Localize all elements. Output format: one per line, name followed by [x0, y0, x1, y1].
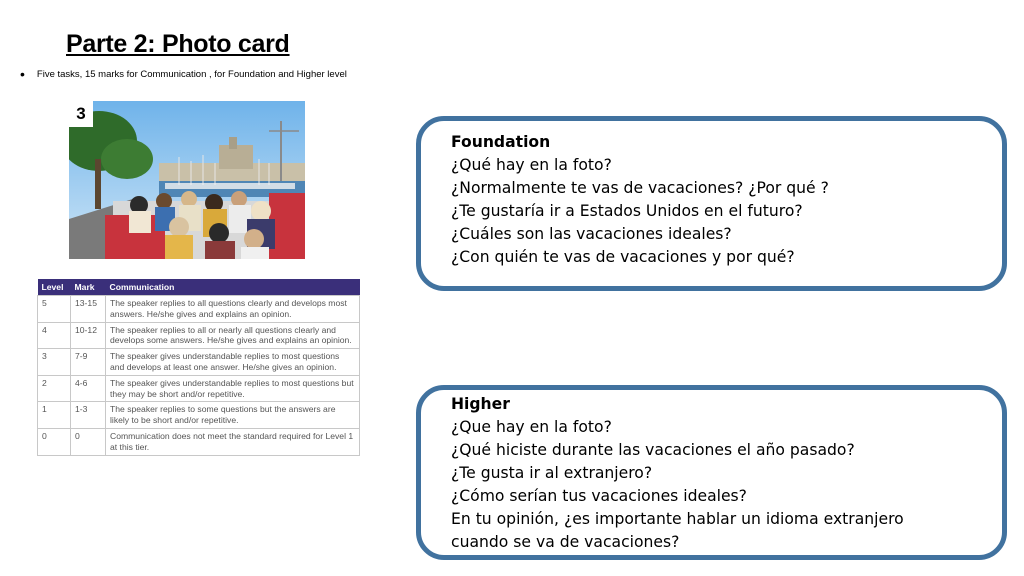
- question-item: ¿Que hay en la foto?: [451, 418, 612, 436]
- mark-cell: 13-15: [71, 296, 106, 323]
- table-row: [38, 428, 360, 455]
- communication-cell: The speaker replies to all or nearly all questions clearly and develops some answers. He/she gives and explains an opinion.: [106, 322, 360, 349]
- question-item: ¿Cuáles son las vacaciones ideales?: [451, 225, 732, 243]
- question-item: cuando se va de vacaciones?: [451, 533, 680, 551]
- mark-cell: 10-12: [71, 322, 106, 349]
- level-cell: 3: [38, 349, 71, 376]
- mark-cell: 0: [71, 428, 106, 455]
- question-item: ¿Te gustaría ir a Estados Unidos en el futuro?: [451, 202, 803, 220]
- header-level: Level: [38, 279, 71, 296]
- task-description-text: Five tasks, 15 marks for Communication , for Foundation and Higher level: [36, 68, 347, 80]
- level-cell: 5: [38, 296, 71, 323]
- question-item: ¿Qué hay en la foto?: [451, 156, 612, 174]
- communication-cell: The speaker replies to all questions clearly and develops most answers. He/she gives and explains an opinion.: [106, 296, 360, 323]
- level-cell: 4: [38, 322, 71, 349]
- question-item: ¿Cómo serían tus vacaciones ideales?: [451, 487, 747, 505]
- foundation-heading: Foundation: [451, 133, 551, 151]
- question-item: ¿Normalmente te vas de vacaciones? ¿Por qué ?: [451, 179, 829, 197]
- mark-scheme-table: [37, 279, 360, 456]
- foundation-questions-box: [416, 116, 1007, 291]
- level-cell: 2: [38, 375, 71, 402]
- question-item: En tu opinión, ¿es importante hablar un idioma extranjero: [451, 510, 904, 528]
- mark-cell: 4-6: [71, 375, 106, 402]
- mark-cell: 7-9: [71, 349, 106, 376]
- level-cell: 0: [38, 428, 71, 455]
- header-communication: Communication: [106, 279, 360, 296]
- table-header-row: [38, 279, 360, 296]
- table-row: [38, 375, 360, 402]
- communication-cell: The speaker gives understandable replies to most questions but they may be short and/or repetitive.: [106, 375, 360, 402]
- table-row: [38, 349, 360, 376]
- table-row: [38, 402, 360, 429]
- mark-cell: 1-3: [71, 402, 106, 429]
- higher-heading: Higher: [451, 395, 510, 413]
- photo-illustration: [69, 101, 305, 259]
- communication-cell: Communication does not meet the standard required for Level 1 at this tier.: [106, 428, 360, 455]
- header-mark: Mark: [71, 279, 106, 296]
- task-description: [20, 66, 347, 82]
- table-row: [38, 296, 360, 323]
- higher-questions-box: [416, 385, 1007, 560]
- question-item: ¿Te gusta ir al extranjero?: [451, 464, 653, 482]
- slide-title: Parte 2: Photo card: [66, 30, 290, 58]
- tourist-bus-photo: [69, 101, 305, 259]
- photo-card-number: 3: [69, 101, 93, 127]
- question-item: ¿Con quién te vas de vacaciones y por qué?: [451, 248, 795, 266]
- level-cell: 1: [38, 402, 71, 429]
- table-row: [38, 322, 360, 349]
- bullet-icon: •: [20, 66, 25, 82]
- question-item: ¿Qué hiciste durante las vacaciones el año pasado?: [451, 441, 855, 459]
- communication-cell: The speaker gives understandable replies to most questions and develops at least one answer. He/she gives an opinion.: [106, 349, 360, 376]
- communication-cell: The speaker replies to some questions but the answers are likely to be short and/or repetitive.: [106, 402, 360, 429]
